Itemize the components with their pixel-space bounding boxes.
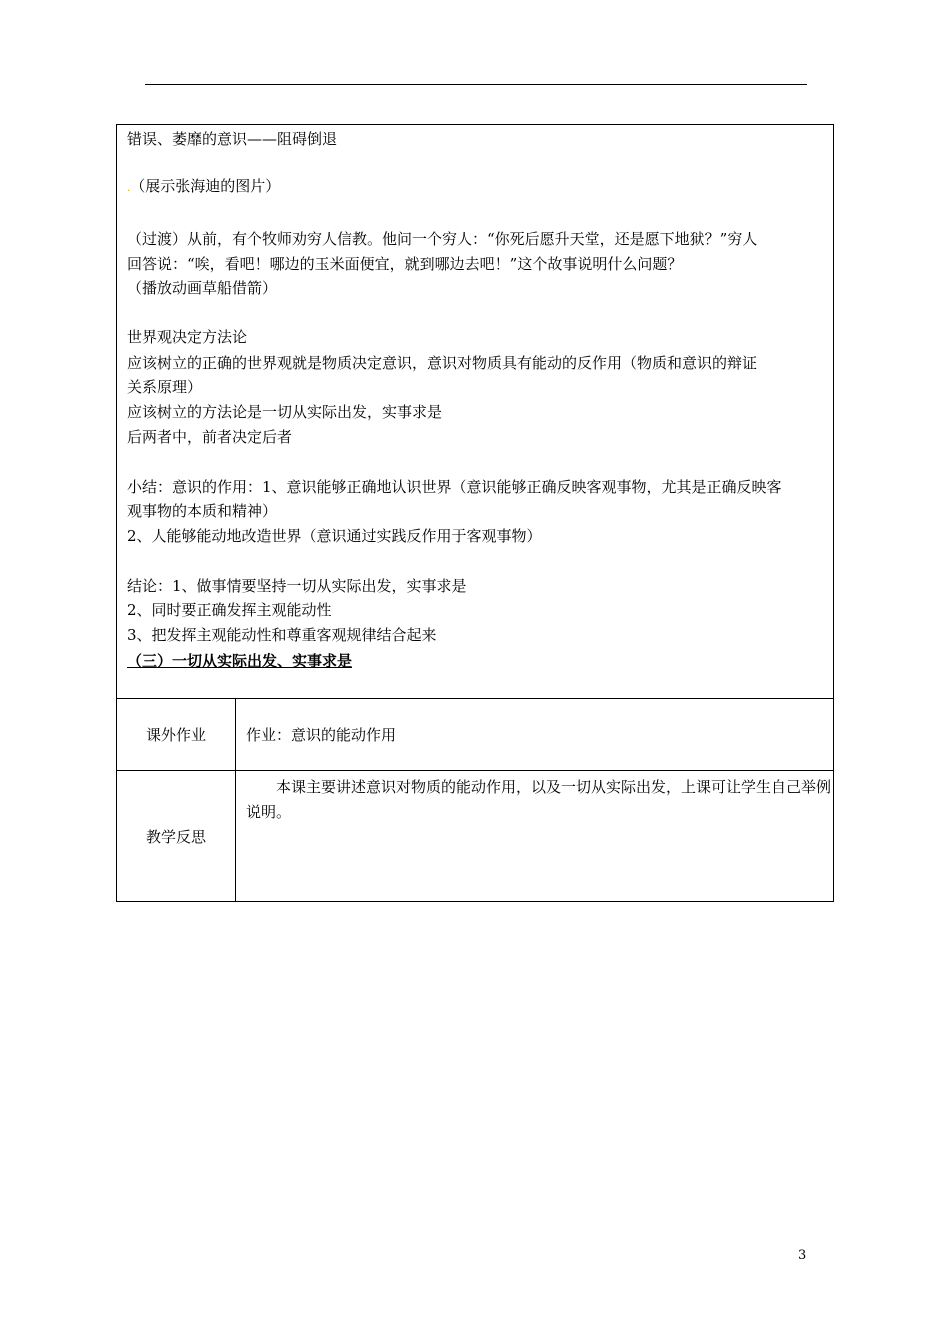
mark-dot: .: [127, 183, 131, 194]
text-line: （播放动画草船借箭）: [127, 279, 278, 297]
text-line: 3、把发挥主观能动性和尊重客观规律结合起来: [127, 626, 437, 644]
text-line: 世界观决定方法论: [127, 328, 248, 346]
text-line: 应该树立的方法论是一切从实际出发，实事求是: [127, 403, 443, 421]
reflection-label: 教学反思: [117, 771, 236, 901]
text-line: 回答说：“唉，看吧！哪边的玉米面便宜，就到哪边去吧！”这个故事说明什么问题？: [127, 255, 683, 273]
reflection-content-cell: [236, 771, 833, 901]
reflection-text: 本课主要讲述意识对物质的能动作用，以及一切从实际出发，上课可让学生自己举例说明。: [246, 778, 832, 821]
main-content-cell: [117, 125, 833, 699]
homework-row: [117, 699, 833, 771]
header-rule: [145, 84, 807, 85]
homework-content-cell: [236, 699, 833, 770]
text-line: 2、同时要正确发挥主观能动性: [127, 601, 332, 619]
text-line: 观事物的本质和精神）: [127, 502, 278, 520]
text-line: 2、人能够能动地改造世界（意识通过实践反作用于客观事物）: [127, 527, 542, 545]
page-number: 3: [798, 1248, 807, 1263]
text-line: .（展示张海迪的图片）: [127, 177, 281, 195]
text-line: 关系原理）: [127, 378, 203, 396]
section-heading: （三）一切从实际出发、实事求是: [127, 652, 353, 670]
text-line: 后两者中，前者决定后者: [127, 428, 293, 446]
reflection-row: [117, 771, 833, 901]
text-line: 错误、萎靡的意识——阻碍倒退: [127, 130, 338, 148]
text-line: 应该树立的正确的世界观就是物质决定意识，意识对物质具有能动的反作用（物质和意识的辩证: [127, 354, 758, 372]
text-line: （过渡）从前，有个牧师劝穷人信教。他问一个穷人：“你死后愿升天堂，还是愿下地狱？”穷人: [127, 230, 758, 248]
homework-text: 作业：意识的能动作用: [246, 726, 397, 744]
text-line: 结论：1、做事情要坚持一切从实际出发，实事求是: [127, 577, 467, 595]
lesson-table: [116, 124, 834, 902]
homework-label: 课外作业: [117, 699, 236, 770]
text-line: 小结：意识的作用：1、意识能够正确地认识世界（意识能够正确反映客观事物，尤其是正确反映客: [127, 478, 782, 496]
